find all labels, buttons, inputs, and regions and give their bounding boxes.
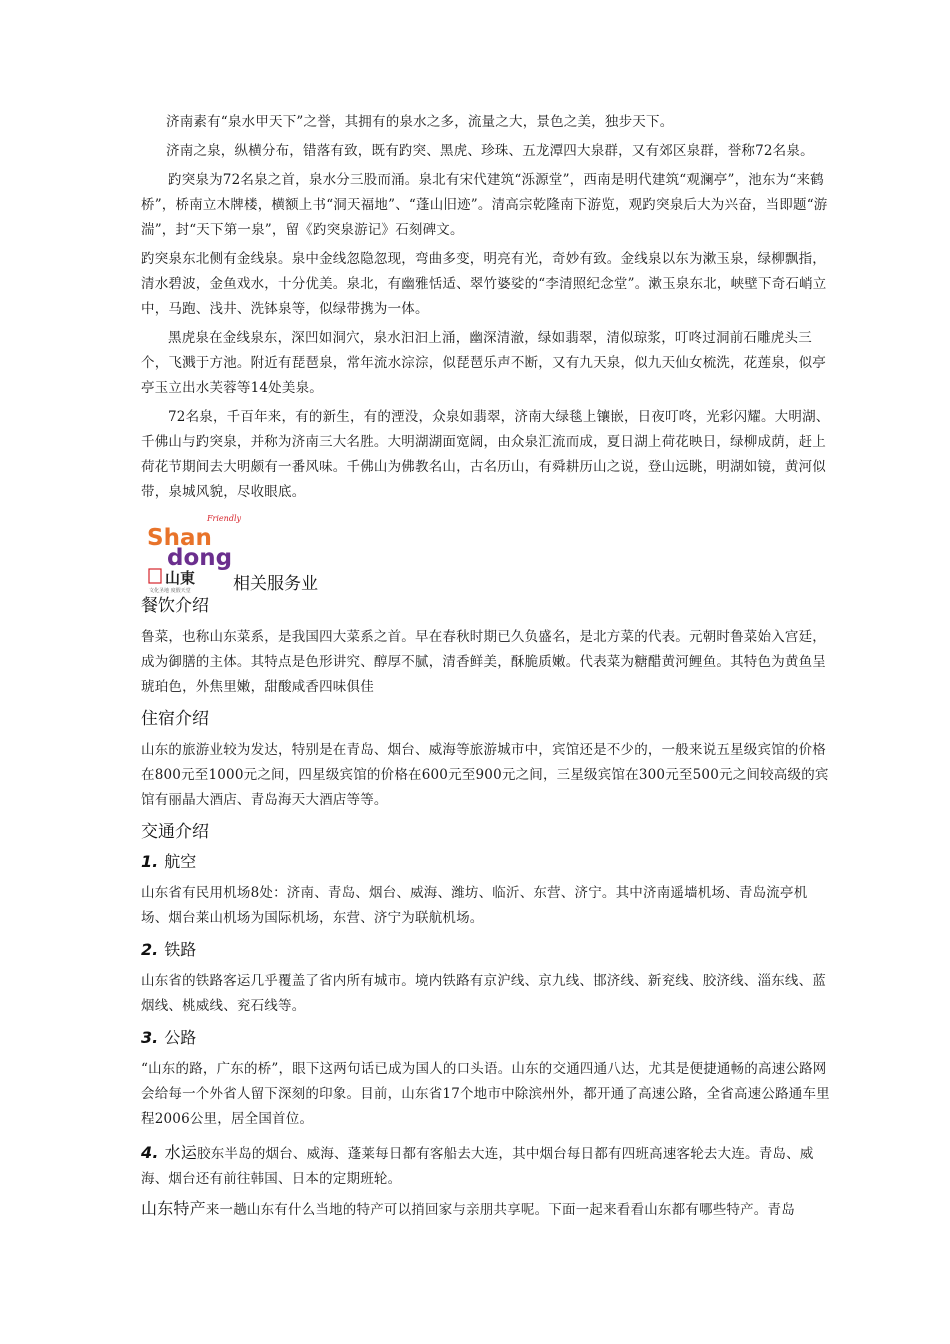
intro-paragraph-3: 趵突泉为72名泉之首，泉水分三股而涌。泉北有宋代建筑“泺源堂”，西南是明代建筑“观澜亭”，池东为“来鹤桥”，桥南立木牌楼，横额上书“洞天福地”、“蓬山旧迹”。清高宗乾隆南下游览，观趵突泉后大为兴奋，当即题“游湍”，封“天下第一泉”，留《趵突泉游记》石刻碑文。	[141, 172, 828, 238]
dining-text: 鲁菜，也称山东菜系，是我国四大菜系之首。早在春秋时期已久负盛名，是北方菜的代表。元朝时鲁菜始入宫廷，成为御膳的主体。其特点是色形讲究、醇厚不腻，清香鲜美，酥脆质嫩。代表菜为糖醋黄河鲤鱼。其特色为黄鱼呈琥珀色，外焦里嫩，甜酸咸香四味俱佳	[141, 629, 826, 695]
intro-paragraph-2: 济南之泉，纵横分布，错落有致，既有趵突、黑虎、珍珠、五龙潭四大泉群，又有郊区泉群，誉称72名泉。	[166, 143, 814, 159]
water-title: 水运	[164, 1143, 198, 1162]
logo-row	[141, 509, 831, 593]
water-heading	[141, 1143, 197, 1162]
intro-paragraph-4: 趵突泉东北侧有金线泉。泉中金线忽隐忽现，弯曲多变，明亮有光，奇妙有致。金线泉以东为漱玉泉，绿柳飘指，清水碧波，金鱼戏水，十分优美。泉北，有幽雅恬适、翠竹婆娑的“李清照纪念堂”。漱玉泉东北，峡壁下奇石峭立中，马跑、浅井、洗钵泉等，似绿带携为一体。	[141, 251, 827, 317]
lodging-text: 山东的旅游业较为发达，特别是在青岛、烟台、威海等旅游城市中，宾馆还是不少的，一般来说五星级宾馆的价格在800元至1000元之间，四星级宾馆的价格在600元至900元之间，三星级宾馆在300元至500元之间较高级的宾馆有丽晶大酒店、青岛海天大酒店等等。	[141, 742, 829, 808]
friendly-shandong-logo	[145, 509, 242, 594]
road-heading	[141, 1025, 831, 1051]
rail-heading	[141, 937, 831, 963]
air-heading	[141, 849, 831, 875]
dining-heading: 餐饮介绍	[141, 596, 209, 616]
logo-shan-text: Shan	[147, 525, 212, 551]
intro-paragraph-5: 黑虎泉在金线泉东，深凹如洞穴，泉水汩汩上涌，幽深清澈，绿如翡翠，清似琼浆，叮咚过洞前石雕虎头三个，飞溅于方池。附近有琵琶泉，常年流水淙淙，似琵琶乐声不断，又有九天泉，似九天仙女梳洗，花莲泉，似亭亭玉立出水芙蓉等14处美泉。	[141, 330, 826, 396]
water-text: 胶东半岛的烟台、威海、蓬莱每日都有客船去大连，其中烟台每日都有四班高速客轮去大连。青岛、威海、烟台还有前往韩国、日本的定期班轮。	[141, 1146, 814, 1187]
specialty-title: 山东特产	[141, 1199, 206, 1218]
water-number: 4.	[141, 1143, 159, 1162]
specialty-paragraph	[141, 1196, 831, 1223]
water-paragraph	[141, 1140, 831, 1192]
traffic-heading: 交通介绍	[141, 822, 209, 842]
lodging-heading: 住宿介绍	[141, 709, 209, 729]
rail-title: 铁路	[164, 940, 197, 959]
logo-dong-text: dong	[167, 545, 233, 571]
road-text: “山东的路，广东的桥”，眼下这两句话已成为国人的口头语。山东的交通四通八达，尤其是便捷通畅的高速公路网会给每一个外省人留下深刻的印象。目前，山东省17个地市中除滨州外，都开通了高速公路，全省高速公路通车里程2006公里，居全国首位。	[141, 1061, 830, 1127]
logo-seal-icon	[149, 569, 161, 583]
specialty-text: 来一趟山东有什么当地的特产可以捎回家与亲朋共享呢。下面一起来看看山东都有哪些特产。青岛	[205, 1202, 795, 1218]
logo-chinese-text: 山東	[165, 569, 196, 587]
road-number: 3.	[141, 1028, 159, 1047]
document-body	[141, 110, 831, 1223]
logo-tagline-text: 文化圣地 度假天堂	[149, 588, 191, 594]
logo-friendly-text: Friendly	[207, 514, 242, 523]
rail-text: 山东省的铁路客运几乎覆盖了省内所有城市。境内铁路有京沪线、京九线、邯济线、新兖线、胶济线、淄东线、蓝烟线、桃威线、兖石线等。	[141, 973, 826, 1014]
air-title: 航空	[164, 852, 197, 871]
air-text: 山东省有民用机场8处：济南、青岛、烟台、威海、潍坊、临沂、东营、济宁。其中济南遥墙机场、青岛流亭机场、烟台莱山机场为国际机场，东营、济宁为联航机场。	[141, 885, 808, 926]
intro-paragraph-6: 72名泉，千百年来，有的新生，有的湮没，众泉如翡翠，济南大绿毯上镶嵌，日夜叮咚，光彩闪耀。大明湖、千佛山与趵突泉，并称为济南三大名胜。大明湖湖面宽阔，由众泉汇流而成，夏日湖上荷花映日，绿柳成荫，赶上荷花节期间去大明颇有一番风味。千佛山为佛教名山，古名历山，有舜耕历山之说，登山远眺，明湖如镜，黄河似带，泉城风貌，尽收眼底。	[141, 409, 830, 500]
air-number: 1.	[141, 852, 159, 871]
services-title: 相关服务业	[233, 574, 318, 594]
intro-paragraph-1: 济南素有“泉水甲天下”之誉，其拥有的泉水之多，流量之大，景色之美，独步天下。	[166, 114, 674, 130]
road-title: 公路	[164, 1028, 197, 1047]
rail-number: 2.	[141, 940, 159, 959]
